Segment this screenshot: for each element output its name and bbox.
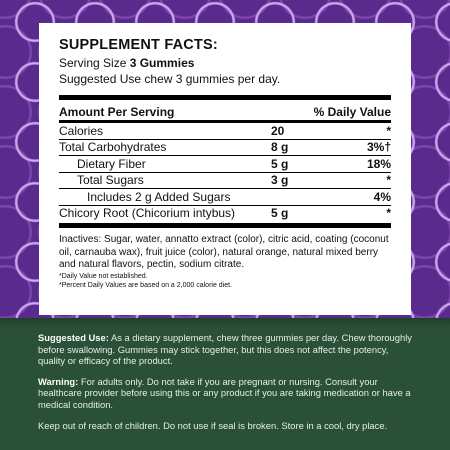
table-row bbox=[59, 189, 391, 205]
warning-text: For adults only. Do not take if you are pregnant or nursing. Consult your healthcare provider before using this or any product if you are taking medication or have a medical condition. bbox=[38, 375, 411, 410]
serving-size-value: 3 Gummies bbox=[129, 56, 195, 70]
row-dv: * bbox=[386, 206, 391, 221]
suggested-use-line: Suggested Use chew 3 gummies per day. bbox=[59, 72, 281, 86]
row-dv: * bbox=[386, 123, 391, 138]
table-row bbox=[59, 156, 391, 172]
table-row bbox=[59, 123, 391, 139]
row-dv: 4% bbox=[373, 189, 391, 204]
serving-size bbox=[59, 55, 391, 71]
row-amount: 3 g bbox=[271, 173, 289, 188]
row-amount: 20 bbox=[271, 123, 285, 138]
row-dv: 18% bbox=[366, 156, 391, 171]
row-amount: 5 g bbox=[271, 156, 289, 171]
row-name: Dietary Fiber bbox=[77, 156, 146, 171]
facts-title: SUPPLEMENT FACTS: bbox=[59, 37, 218, 53]
supplement-facts-panel bbox=[39, 23, 411, 315]
row-name: Includes 2 g Added Sugars bbox=[87, 189, 231, 204]
suggested-use-paragraph bbox=[38, 332, 418, 367]
table-row bbox=[59, 173, 391, 189]
suggested-use-text: As a dietary supplement, chew three gummies per day. Chew thoroughly before swallowing. Gummies may stick together, but this does not affect the potency, quality or efficacy of the product. bbox=[38, 332, 412, 367]
thick-divider bbox=[59, 95, 391, 100]
header-daily-value: % Daily Value bbox=[313, 105, 391, 119]
serving-size-label: Serving Size bbox=[59, 56, 127, 70]
row-amount: 8 g bbox=[271, 140, 289, 155]
bottom-thick-divider bbox=[59, 223, 391, 228]
footnote-daily-value: *Daily Value not established. bbox=[59, 272, 148, 280]
row-amount: 5 g bbox=[271, 206, 289, 221]
table-row bbox=[59, 206, 391, 222]
row-dv: 3%† bbox=[366, 140, 391, 155]
row-name: Total Carbohydrates bbox=[59, 140, 167, 155]
table-header bbox=[59, 104, 391, 120]
table-row bbox=[59, 140, 391, 156]
warning-paragraph bbox=[38, 376, 418, 411]
row-name: Total Sugars bbox=[77, 173, 144, 188]
storage-paragraph: Keep out of reach of children. Do not use if seal is broken. Store in a cool, dry place. bbox=[38, 419, 388, 431]
row-dv: * bbox=[386, 173, 391, 188]
footnote-percent: *Percent Daily Values are based on a 2,000 calorie diet. bbox=[59, 281, 233, 289]
row-name: Chicory Root (Chicorium intybus) bbox=[59, 206, 236, 221]
row-name: Calories bbox=[59, 123, 104, 138]
usage-notes bbox=[38, 332, 418, 440]
suggested-use-label: Suggested Use: bbox=[38, 332, 109, 343]
header-amount: Amount Per Serving bbox=[59, 105, 175, 119]
warning-label: Warning: bbox=[38, 375, 79, 387]
ingredients-text: Inactives: Sugar, water, annatto extract (color), citric acid, coating (coconut oil, carnauba wax), fruit juice (color), natural orange, natural mixed berry and natural flavors, pectin, sodium citrate. bbox=[59, 234, 389, 270]
